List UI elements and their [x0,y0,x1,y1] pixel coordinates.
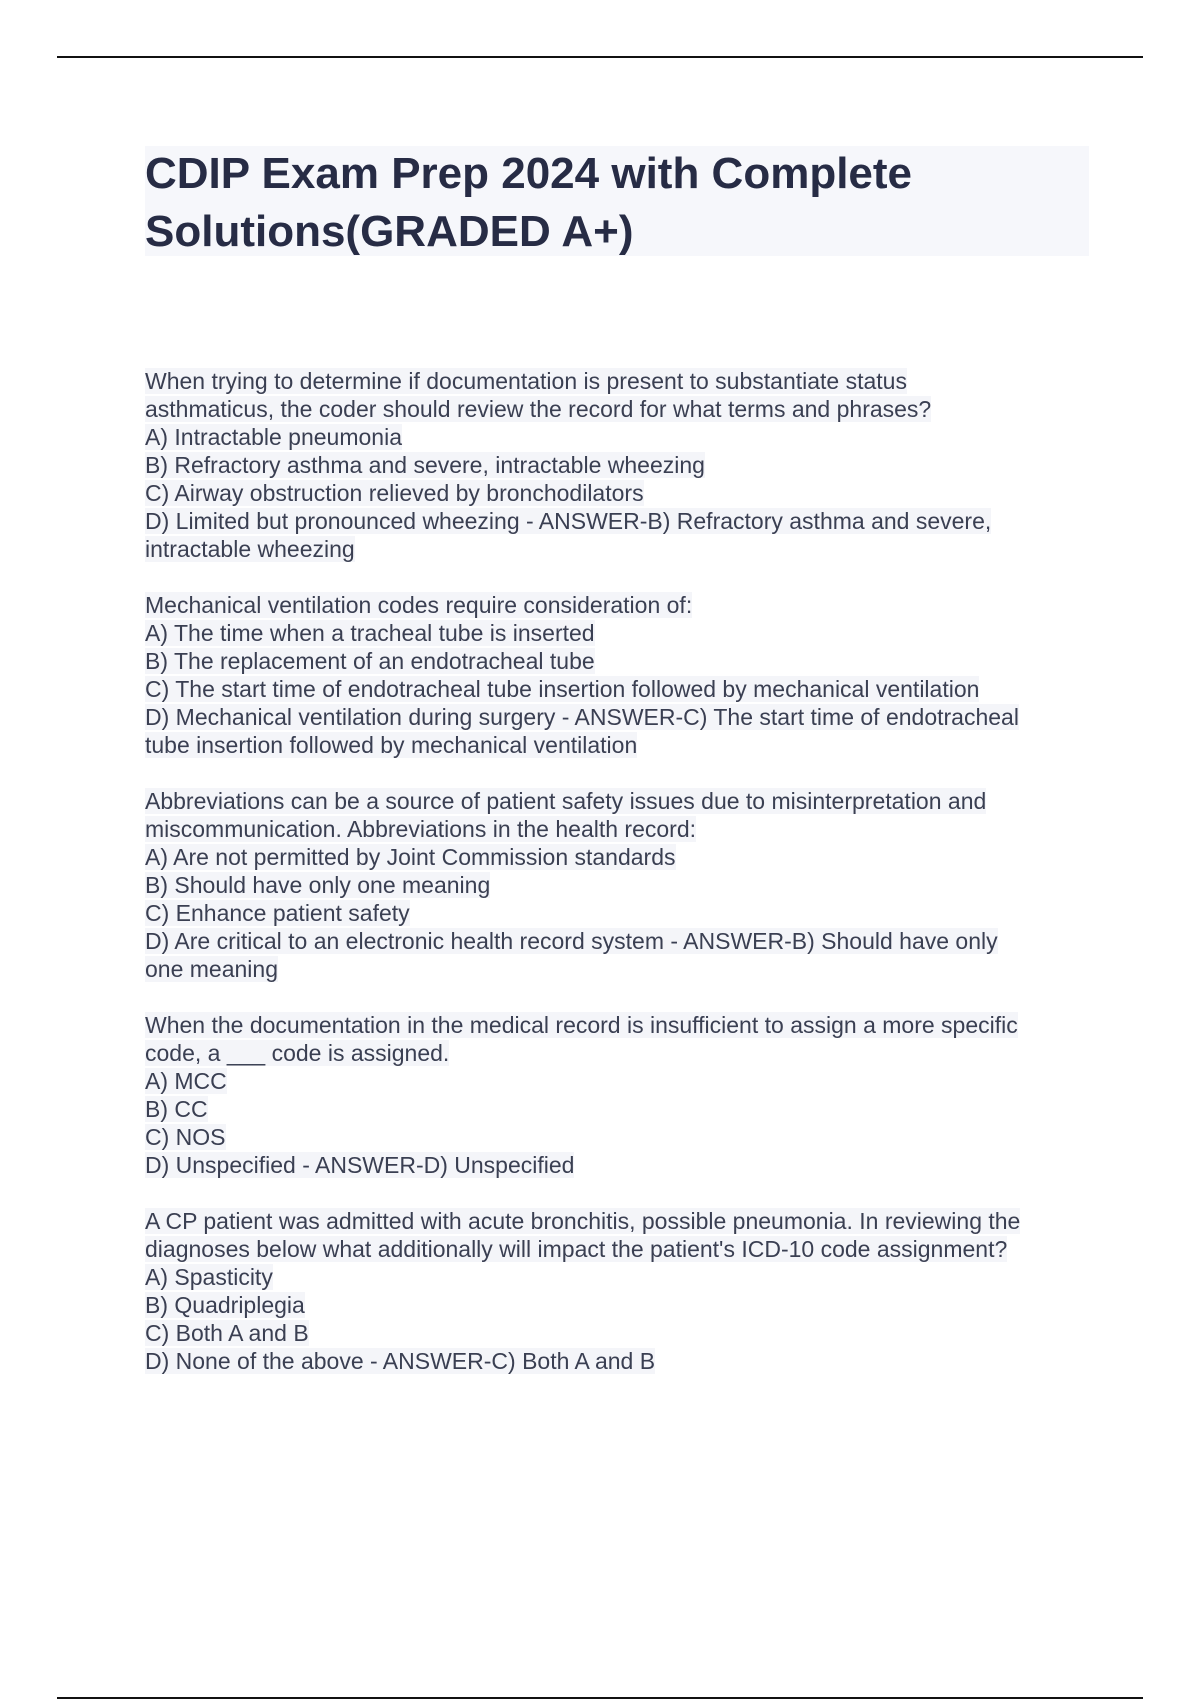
option-a: A) Spasticity [145,1264,273,1290]
option-d-answer: D) None of the above - ANSWER-C) Both A and B [145,1348,656,1374]
answer-continuation: one meaning [145,956,278,982]
question-line: When trying to determine if documentation is present to substantiate status [145,368,907,394]
question-block-4 [145,1011,1089,1179]
option-d-answer: D) Are critical to an electronic health record system - ANSWER-B) Should have only [145,928,998,954]
option-b: B) Quadriplegia [145,1292,305,1318]
option-d-answer: D) Limited but pronounced wheezing - ANSWER-B) Refractory asthma and severe, [145,508,992,534]
question-line: miscommunication. Abbreviations in the health record: [145,816,697,842]
question-line: Abbreviations can be a source of patient safety issues due to misinterpretation and [145,788,987,814]
question-list [145,367,1089,1403]
option-c: C) Airway obstruction relieved by bronchodilators [145,480,644,506]
option-b: B) Should have only one meaning [145,872,491,898]
question-block-5 [145,1207,1089,1375]
option-a: A) The time when a tracheal tube is inserted [145,620,595,646]
question-block-2 [145,591,1089,759]
option-c: C) Enhance patient safety [145,900,410,926]
question-line: When the documentation in the medical record is insufficient to assign a more specific [145,1012,1018,1038]
question-line: A CP patient was admitted with acute bronchitis, possible pneumonia. In reviewing the [145,1208,1021,1234]
question-block-1 [145,367,1089,563]
option-c: C) NOS [145,1124,226,1150]
option-d-answer: D) Mechanical ventilation during surgery - ANSWER-C) The start time of endotracheal [145,704,1019,730]
option-a: A) MCC [145,1068,227,1094]
option-c: C) The start time of endotracheal tube insertion followed by mechanical ventilation [145,676,980,702]
question-line: asthmaticus, the coder should review the record for what terms and phrases? [145,396,932,422]
option-b: B) Refractory asthma and severe, intractable wheezing [145,452,705,478]
page-title-line-1: CDIP Exam Prep 2024 with Complete [145,149,913,198]
page-title-line-2: Solutions(GRADED A+) [145,207,634,256]
question-line: code, a ___ code is assigned. [145,1040,450,1066]
option-a: A) Intractable pneumonia [145,424,402,450]
option-d-answer: D) Unspecified - ANSWER-D) Unspecified [145,1152,575,1178]
option-a: A) Are not permitted by Joint Commission standards [145,844,676,870]
bottom-divider [57,1697,1143,1699]
question-block-3 [145,787,1089,983]
answer-continuation: tube insertion followed by mechanical ventilation [145,732,638,758]
answer-continuation: intractable wheezing [145,536,355,562]
option-b: B) CC [145,1096,208,1122]
top-divider [57,56,1143,58]
option-b: B) The replacement of an endotracheal tube [145,648,595,674]
option-c: C) Both A and B [145,1320,309,1346]
question-line: diagnoses below what additionally will impact the patient's ICD-10 code assignment? [145,1236,1008,1262]
question-line: Mechanical ventilation codes require consideration of: [145,592,693,618]
